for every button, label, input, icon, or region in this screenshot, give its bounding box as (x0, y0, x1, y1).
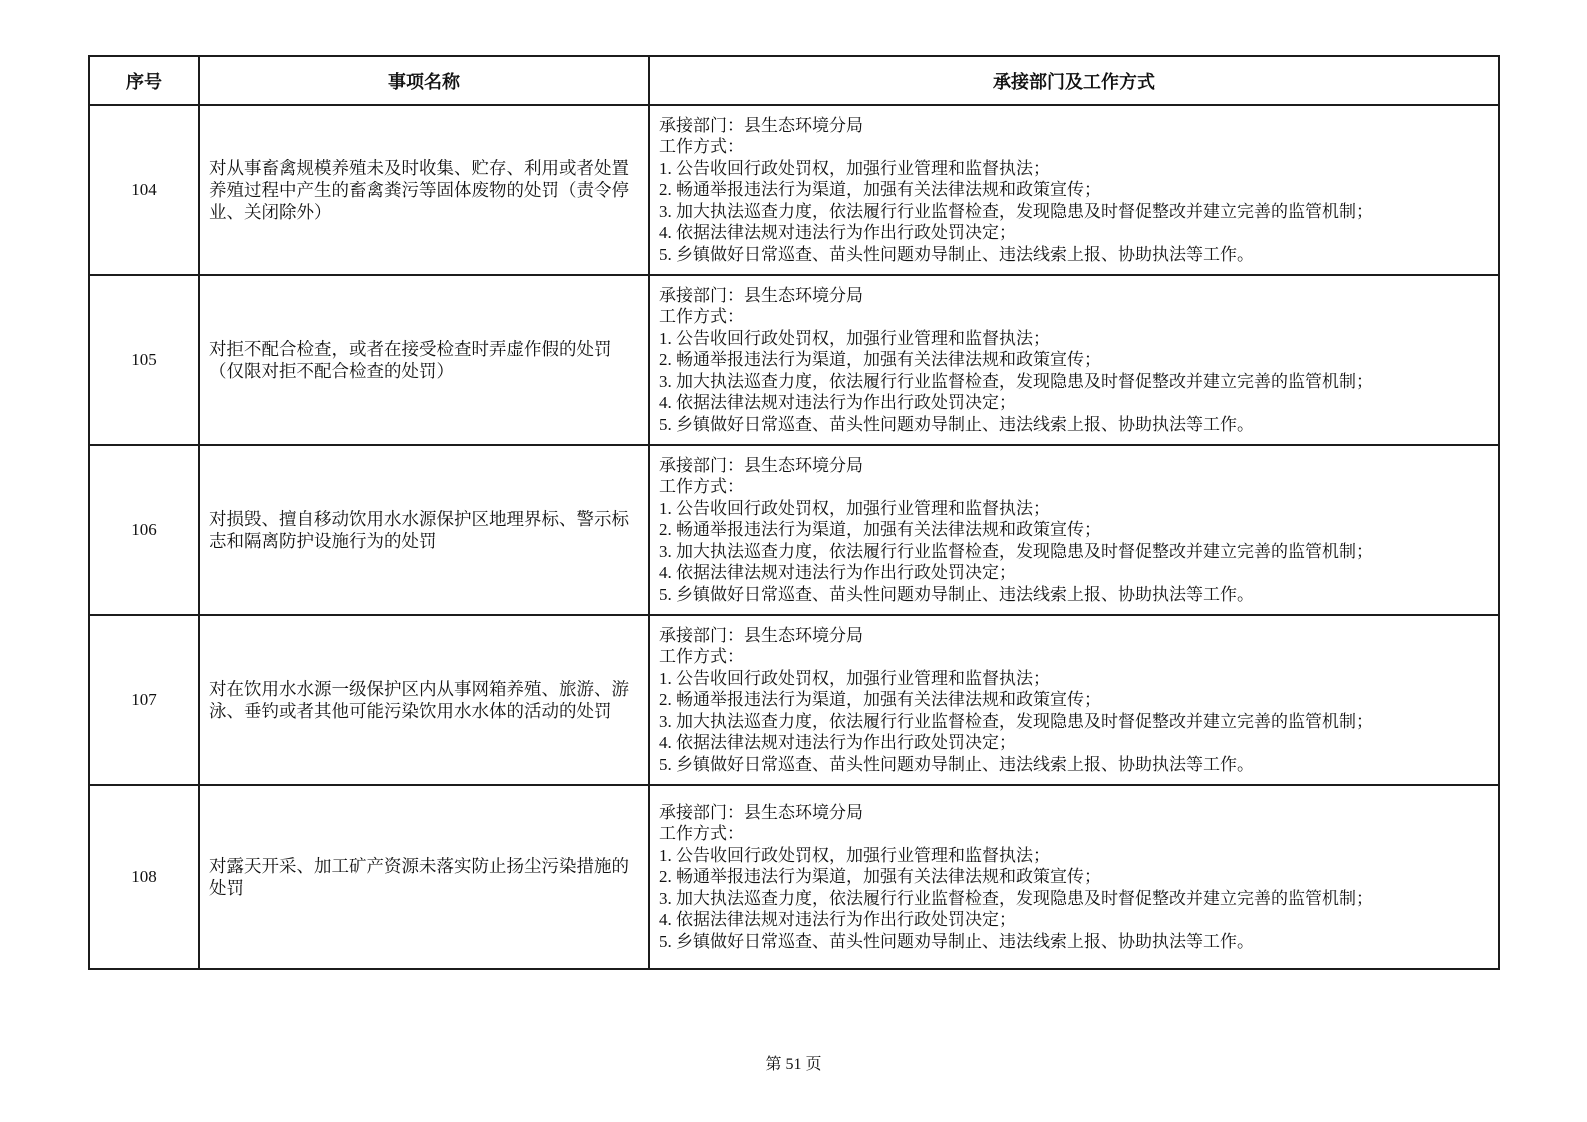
detail-line: 4. 依据法律法规对违法行为作出行政处罚决定； (659, 393, 1016, 413)
table-header-row (89, 56, 1499, 105)
row-serial: 106 (89, 445, 199, 615)
detail-line: 5. 乡镇做好日常巡查、苗头性问题劝导制止、违法线索上报、协助执法等工作。 (659, 244, 1254, 264)
detail-line: 4. 依据法律法规对违法行为作出行政处罚决定； (659, 223, 1016, 243)
row-serial: 108 (89, 785, 199, 969)
detail-line: 1. 公告收回行政处罚权，加强行业管理和监督执法； (659, 668, 1050, 688)
detail-line: 4. 依据法律法规对违法行为作出行政处罚决定； (659, 910, 1016, 930)
header-serial: 序号 (89, 56, 199, 105)
page-number: 第 51 页 (765, 1056, 822, 1073)
row-detail (649, 275, 1499, 445)
detail-line: 3. 加大执法巡查力度，依法履行行业监督检查，发现隐患及时督促整改并建立完善的监管机制； (659, 371, 1373, 391)
row-detail (649, 615, 1499, 785)
detail-line: 5. 乡镇做好日常巡查、苗头性问题劝导制止、违法线索上报、协助执法等工作。 (659, 414, 1254, 434)
row-item-name: 对拒不配合检查，或者在接受检查时弄虚作假的处罚（仅限对拒不配合检查的处罚） (199, 275, 649, 445)
detail-line: 4. 依据法律法规对违法行为作出行政处罚决定； (659, 733, 1016, 753)
detail-line: 3. 加大执法巡查力度，依法履行行业监督检查，发现隐患及时督促整改并建立完善的监管机制； (659, 541, 1373, 561)
detail-line: 5. 乡镇做好日常巡查、苗头性问题劝导制止、违法线索上报、协助执法等工作。 (659, 931, 1254, 951)
detail-line: 5. 乡镇做好日常巡查、苗头性问题劝导制止、违法线索上报、协助执法等工作。 (659, 754, 1254, 774)
detail-line: 4. 依据法律法规对违法行为作出行政处罚决定； (659, 563, 1016, 583)
detail-line: 1. 公告收回行政处罚权，加强行业管理和监督执法； (659, 498, 1050, 518)
row-serial: 105 (89, 275, 199, 445)
detail-line: 承接部门：县生态环境分局 (659, 115, 863, 135)
detail-line: 2. 畅通举报违法行为渠道，加强有关法律法规和政策宣传； (659, 350, 1101, 370)
table-row (89, 615, 1499, 785)
detail-line: 2. 畅通举报违法行为渠道，加强有关法律法规和政策宣传； (659, 690, 1101, 710)
row-serial: 104 (89, 105, 199, 275)
detail-line: 5. 乡镇做好日常巡查、苗头性问题劝导制止、违法线索上报、协助执法等工作。 (659, 584, 1254, 604)
detail-line: 2. 畅通举报违法行为渠道，加强有关法律法规和政策宣传； (659, 867, 1101, 887)
row-detail (649, 785, 1499, 969)
penalty-items-table (88, 55, 1500, 970)
row-item-name: 对损毁、擅自移动饮用水水源保护区地理界标、警示标志和隔离防护设施行为的处罚 (199, 445, 649, 615)
detail-line: 承接部门：县生态环境分局 (659, 802, 863, 822)
detail-line: 1. 公告收回行政处罚权，加强行业管理和监督执法； (659, 328, 1050, 348)
detail-line: 3. 加大执法巡查力度，依法履行行业监督检查，发现隐患及时督促整改并建立完善的监管机制； (659, 711, 1373, 731)
table-row (89, 445, 1499, 615)
row-serial: 107 (89, 615, 199, 785)
detail-line: 承接部门：县生态环境分局 (659, 455, 863, 475)
detail-line: 2. 畅通举报违法行为渠道，加强有关法律法规和政策宣传； (659, 520, 1101, 540)
detail-line: 1. 公告收回行政处罚权，加强行业管理和监督执法； (659, 158, 1050, 178)
table-row (89, 275, 1499, 445)
detail-line: 承接部门：县生态环境分局 (659, 625, 863, 645)
detail-line: 3. 加大执法巡查力度，依法履行行业监督检查，发现隐患及时督促整改并建立完善的监管机制； (659, 888, 1373, 908)
detail-line: 工作方式： (659, 307, 744, 327)
detail-line: 工作方式： (659, 477, 744, 497)
detail-line: 工作方式： (659, 824, 744, 844)
header-department: 承接部门及工作方式 (649, 56, 1499, 105)
detail-line: 工作方式： (659, 137, 744, 157)
header-item-name: 事项名称 (199, 56, 649, 105)
table-row (89, 785, 1499, 969)
detail-line: 3. 加大执法巡查力度，依法履行行业监督检查，发现隐患及时督促整改并建立完善的监管机制； (659, 201, 1373, 221)
row-detail (649, 445, 1499, 615)
row-item-name: 对在饮用水水源一级保护区内从事网箱养殖、旅游、游泳、垂钓或者其他可能污染饮用水水体的活动的处罚 (199, 615, 649, 785)
row-item-name: 对露天开采、加工矿产资源未落实防止扬尘污染措施的处罚 (199, 785, 649, 969)
row-item-name: 对从事畜禽规模养殖未及时收集、贮存、利用或者处置养殖过程中产生的畜禽粪污等固体废物的处罚（责令停业、关闭除外） (199, 105, 649, 275)
table-row (89, 105, 1499, 275)
detail-line: 1. 公告收回行政处罚权，加强行业管理和监督执法； (659, 845, 1050, 865)
detail-line: 工作方式： (659, 647, 744, 667)
row-detail (649, 105, 1499, 275)
detail-line: 2. 畅通举报违法行为渠道，加强有关法律法规和政策宣传； (659, 180, 1101, 200)
detail-line: 承接部门：县生态环境分局 (659, 285, 863, 305)
